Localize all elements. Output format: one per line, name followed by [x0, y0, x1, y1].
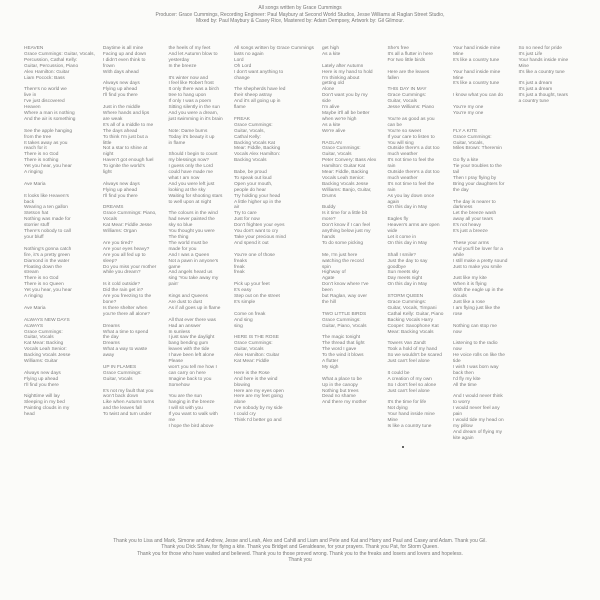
lyrics-column-4: All songs written by Grace Cummings lasts no again Lord Oh Lord I don't want anything to change The shepherds have led their sheep astray And it's all going up in flame FREAK Grace Cummings: Guitar, Vocals, Cathal Kelly: Backing Vocals Kat Mear: Fiddle, Backing Vocals Alex Hamilton: Backing Vocals Babe, be proud To speak out loud Open your mouth, people do hear Try holding your head A little higher up in the air Try to care Just for now Don't frighten your eyes You don't want to cry Take your precious mind And spend it out You're one of those freaks freak freak Pick up your feet It's easy Step out on the street It's simple Come on freak And sing sing HERE IS THE ROSE Grace Cummings: Guitar, Vocals Alex Hamilton: Guitar Kat Mear: Fiddle Here is the Rose And here is the wind blowing Here are my eyes open Here are my feet going alone I've nobody by my side I could cry Think I'd better go and	[233, 46, 314, 424]
credits-block	[0, 5, 600, 25]
lyrics-column-5: get high As a kite Lately after Autumn Here is my hand to hold I'm thinking about getting old Alone Don't want you by my side I'm alive Maybe it'll all be better when we're high As a kite We're alive RAGLAN Grace Cummings: Guitar, Vocals Peter Convery: Bass Alex Hamilton: Guitar Kat Mear: Fiddle, Backing Vocals Leah Senior: Backing Vocals Jesse Williams: Banjo, Guitar, Drums Buddy Is it time for a little bit more? Don't know if I can feel anything below just my hands To do some picking Me, I'm just here watching the record spin Highway of Agate Don't know where I've been but Raglan, way over the hill TWO LITTLE BIRDS Grace Cummings: Guitar, Piano, Vocals The magic tonight The thread that light The word I gave To the wind it blows A flutter My sigh What a place to be Up in the canopy Nothing but trees Dead no shame And there my mother	[321, 46, 377, 406]
thanks-line: Thank you Dick Shaw, for flying a kite. Thank you Bridget and Geraldeane, for your prayers. Thank you Pat, for Storm Queen.	[161, 544, 439, 551]
lyrics-column-2: Daytime is all mine Facing up and down I didn't even think to frown With days ahead Always new days Flying up ahead I'll find you there Just in the middle Where hands and lips are weak It's all of a middle to me The days ahead To think I'm just but a little Not a star to shine at night Haven't got enough fuel To ignite the world's light Always new days Flying up ahead I'll find you there DREAMS Grace Cummings: Piano, Vocals Kat Mear: Fiddle Jesse Williams: Organ Are you tired? Are your eyes heavy? Are you all fed up to sleep? Do you miss your mother while you dream? Is it cold outside? Did the rain get in? Are you freezing to the bone? Is there shelter when you're there all alone? Dreams What a time to spend the day Dreams What a way to waste away UP IN FLAMES Grace Cummings: Guitar, Vocals It's not my fault that you won't back down Like when Autumn turns and the leaves fall To twist and turn under	[102, 46, 157, 418]
credits-line: Mixed by: Paul Maybury & Casey Rice, Mastered by: Adam Dempsey, Artwork by: Gil Gilmour.	[195, 18, 405, 25]
lyrics-grid	[24, 46, 576, 594]
lyrics-column-1: HEAVEN Grace Cummings: Guitar, Vocals, Percussion, Cathal Kelly: Guitar, Percussion, Piano Alex Hamilton: Guitar Liam Pocock: Bass There's no world we live in I've just discovered Heaven Where a man is nothing And the air is something See the apple hanging from the tree It takes away as you reach for it There is no God There is nothing Yet you hear, you hear A ringing Ave Maria It looks like Heaven's back Wearing a ten gallon Stetson hat Nothing was made for storrier stuff There's nobody to call your bluff Nothing's gonna catch fire, it's a pretty green Diamond in the water Floating down the stream There is no God There is no Queen Yet you hear, you hear A ringing Ave Maria ALWAYS NEW DAYS ALWAYS Grace Cummings: Guitar, Vocals Kat Mear: Backing Vocals Leah Senior: Backing Vocals Jesse Williams: Guitar Always new days Flying up ahead I'll find you there Nighttime will lay Sleeping in my bed Painting clouds in my head	[24, 46, 95, 418]
ink-dot-mark	[402, 446, 404, 448]
lyrics-column-8: So no need for pride It's just Life Your hands inside mine Mine It's like a country tune It's just a dream It's just a dream It's just a thought, tears a country tune	[518, 46, 569, 105]
credits-line: All songs written by Grace Cummings	[258, 5, 342, 11]
thanks-line: Thank you for those who have waited and believed. Thank you to those proved wrong. Thank you to the freaks and losers and lovers and hopeless.	[137, 550, 463, 557]
lyrics-column-6: She's free It's all a flutter in here For two little birds Here are the leaves fallen THIS DAY IN MAY Grace Cummings: Guitar, Vocals Jesse Williams: Piano You're as good as you can be You're so sweet If your care to listen to You will sing Outside there's a dot too much weather It's not time to feel the rain Outside there's a dot too much weather It's not time to feel the rain As you lay down once again On this day in May Eagles fly Heaven's arms are open wide Let it come in On this day in May Shall I smile? Just the day to say goodbye Sun meets sky Day meets night On this day in May STORM QUEEN Grace Cummings: Guitar, Vocals, Timpani Cathal Kelly: Guitar, Piano Backing Vocals Harry Cooper: Saxophone Kat Mear: Backing Vocals Towers Van Zandt Took a hold of my hand So we wouldn't be scared Just can't feel alone It could be A creation of my own So I don't feel so alone Just can't feel alone It's the time for life Not dying Your hand inside mine Mine Is like a country tune	[387, 46, 444, 429]
lyrics-column-7: Your hand inside mine Mine It's like a country tune Your hand inside mine Mine It's like a country tune I know what you can do You're my one You're my one FLY A KITE Grace Cummings: Guitar, Vocals, Miles Brown: Theremin Go fly a kite Tie your troubles to the tail Then I pray flying by Bring your daughters for the day The day is nearer to darkness Let the breeze wash away all your tears It's not heavy It's just a breeze These your arms And you'll be lover for a while I still make a pretty sound Just to make you smile Just like my kite When it is flying With the eagle up in the clouds Just like a rose I am flying just like the rose Nothing can stop me now Listening to the radio now He voice rolls on like the tide I wish I was born way back then I'd fly my kite All the time And I would never think to worry I would never feel any pain I would tide my head on my pillow And dream of flying my kite again	[452, 46, 508, 441]
credits-line: Producer: Grace Cummings, Recording Engineer: Paul Maybury at Second World Studios, Jesse Williams at Raglan Street Studio,	[155, 11, 445, 18]
thanks-line: Thank you	[288, 557, 312, 564]
thanks-block	[0, 538, 600, 564]
lyrics-column-3: the heels of my feet And let Autumn blow to yesterday In the breeze It's winter now and I feel like Robert frost It only there was a birch tree to hang upon If only I was a poem Sitting silently in the sun And you were a dream, just swimming in it's brain Note: Dame burns Today it's beauty it up in flame Should I begin to count my blessings now? I guess only the Lord could have made me what I am now And you were left just looking at the sky Waiting for shooting stars to well upon at night The colours in the wind had never painted the sky so blue You thought you were The thing The world must be made for you And I was a Queen Not a pawn in anyone's game And angels heard us sing 'You take away my pain' Kings and Queens Are dust to dust As if all goes up in flame All that ever there was Had an answer In sunless I just saw the daylight bang bending gum leaves with the tide I have been left alone Please won't you tell me how I can carry on here Imagine back to you Somehow You are the sun hanging in the breeze I will sit with you If you want to walk with me I hope the bird above	[168, 46, 223, 429]
thanks-line: Thank you to Lisa and Mark, Simone and Andrew, Jesse and Leah, Alex and Cahill and Liam and Pete and Kat and Harry and Paul and Casey and Adam. Thank you Gil.	[113, 538, 487, 544]
